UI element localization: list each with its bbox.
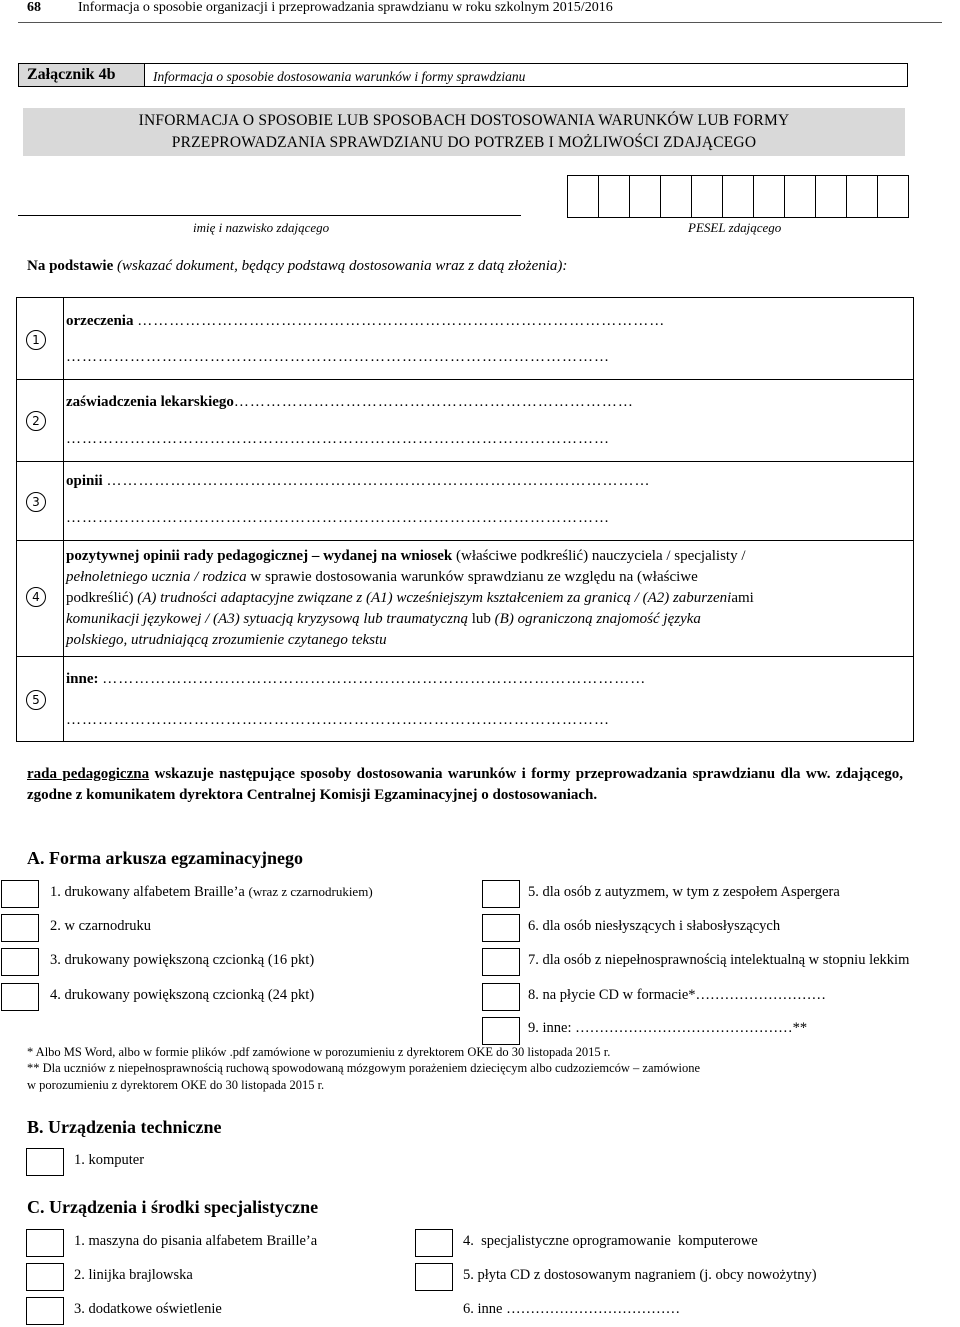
checkbox-a9[interactable] xyxy=(482,1017,520,1045)
option-a7: 7. dla osób z niepełnosprawnością intelektualną w stopniu lekkim xyxy=(528,952,910,968)
option-label: opinii xyxy=(66,473,103,489)
option-dots-1 xyxy=(66,347,610,368)
checkbox-c5[interactable] xyxy=(415,1263,453,1291)
option-a6: 6. dla osób niesłyszących i słabosłyszących xyxy=(528,918,781,934)
header-divider xyxy=(18,22,942,23)
option-number-1: 1 xyxy=(26,330,46,350)
fill-dots[interactable]: ………………………………………………………………………………………… xyxy=(106,473,651,489)
checkbox-a5[interactable] xyxy=(482,880,520,908)
pesel-cell[interactable] xyxy=(567,175,599,218)
running-header: Informacja o sposobie organizacji i przeprowadzania sprawdzianu w roku szkolnym 2015/2016 xyxy=(78,0,613,15)
option-4-bold: pozytywnej opinii rady pedagogicznej – wydanej na wniosek xyxy=(66,548,453,564)
option-dots-2 xyxy=(66,429,610,450)
name-label: imię i nazwisko zdającego xyxy=(193,220,330,235)
pesel-cell[interactable] xyxy=(660,175,692,218)
option-a1 xyxy=(50,884,373,901)
option-label: orzeczenia xyxy=(66,313,134,329)
pesel-cell[interactable] xyxy=(846,175,878,218)
pesel-cell[interactable] xyxy=(629,175,661,218)
option-text-2 xyxy=(66,392,634,413)
checkbox-c1[interactable] xyxy=(26,1229,64,1257)
fill-dots[interactable]: ……………………………………………………………………………………… xyxy=(137,313,666,329)
attachment-label: Załącznik 4b xyxy=(19,64,145,86)
option-c4: 4. specjalistyczne oprogramowanie komputerowe xyxy=(463,1233,758,1249)
option-row-3[interactable] xyxy=(17,462,913,541)
option-dots-5 xyxy=(66,710,610,731)
pesel-cell[interactable] xyxy=(722,175,754,218)
option-note: (wraz z czarnodrukiem) xyxy=(248,884,373,899)
option-4-italic: (A) trudności adaptacyjne związane z (A1) wcześniejszym kształceniem za granicą / (A2) zaburzeni xyxy=(137,590,732,606)
option-dots-3 xyxy=(66,508,610,529)
option-a2: 2. w czarnodruku xyxy=(50,918,152,934)
footnote-2: ** Dla uczniów z niepełnosprawnością ruchową spowodowaną mózgowym porażeniem dziecięcym albo cudzoziemców – zamówione xyxy=(27,1061,701,1075)
basis-note: (wskazać dokument, będący podstawą dostosowania wraz z datą złożenia): xyxy=(113,258,568,274)
option-a8: 8. na płycie CD w formacie*……………………… xyxy=(528,987,827,1003)
option-label: 1. drukowany alfabetem Braille’a xyxy=(50,884,249,900)
option-number-3: 3 xyxy=(26,492,46,512)
form-title-line1: INFORMACJA O SPOSOBIE LUB SPOSOBACH DOSTOSOWANIA WARUNKÓW LUB FORMY xyxy=(138,112,790,129)
checkbox-c3[interactable] xyxy=(26,1297,64,1325)
option-c1: 1. maszyna do pisania alfabetem Braille’a xyxy=(74,1233,318,1249)
option-number-5: 5 xyxy=(26,690,46,710)
option-row-4[interactable] xyxy=(17,541,913,657)
option-4-text: w sprawie dostosowania warunków sprawdzianu ze względu na (właściwe xyxy=(246,569,698,585)
board-rest: wskazuje następujące sposoby dostosowania warunków i formy przeprowadzania sprawdzianu dla ww. zdającego, zgodne z komunikatem dyrektora Centralnej Komisji Egzaminacyjnej o dostosowaniach. xyxy=(27,766,903,803)
pesel-cell[interactable] xyxy=(815,175,847,218)
pesel-cell[interactable] xyxy=(877,175,909,218)
option-row-2[interactable] xyxy=(17,380,913,462)
footnote-1: * Albo MS Word, albo w formie plików .pdf zamówione w porozumieniu z dyrektorem OKE do 30 listopada 2015 r. xyxy=(27,1045,611,1059)
option-4-italic: pełnoletniego ucznia / rodzica xyxy=(66,569,247,585)
form-title-line2: PRZEPROWADZANIA SPRAWDZIANU DO POTRZEB I MOŻLIWOŚCI ZDAJĄCEGO xyxy=(171,134,757,151)
checkbox-a2[interactable] xyxy=(1,914,39,942)
fill-dots[interactable]: ………………………………………………………………………………………… xyxy=(66,431,610,447)
option-4-text: (właściwe podkreślić) nauczyciela / specjalisty / xyxy=(452,548,746,564)
option-label: zaświadczenia lekarskiego xyxy=(66,394,234,410)
option-label: inne: xyxy=(66,671,99,687)
basis-options-table xyxy=(16,297,914,742)
checkbox-c4[interactable] xyxy=(415,1229,453,1257)
option-text-1 xyxy=(66,311,665,332)
option-c2: 2. linijka brajlowska xyxy=(74,1267,193,1283)
option-c5: 5. płyta CD z dostosowanym nagraniem (j. obcy nowożytny) xyxy=(463,1267,817,1283)
pesel-cell[interactable] xyxy=(784,175,816,218)
checkbox-a3[interactable] xyxy=(1,948,39,976)
option-a9: 9. inne: ………………………………………** xyxy=(528,1020,808,1036)
basis-bold: Na podstawie xyxy=(27,258,114,274)
option-a3: 3. drukowany powiększoną czcionką (16 pkt) xyxy=(50,952,315,968)
fill-dots[interactable]: ………………………………………………………………………………………… xyxy=(102,671,647,687)
option-row-5[interactable] xyxy=(17,657,913,741)
option-number-4: 4 xyxy=(26,587,46,607)
option-a5: 5. dla osób z autyzmem, w tym z zespołem Aspergera xyxy=(528,884,840,900)
checkbox-a6[interactable] xyxy=(482,914,520,942)
pesel-cell[interactable] xyxy=(753,175,785,218)
pesel-cell[interactable] xyxy=(691,175,723,218)
option-4-text: lub xyxy=(468,611,495,627)
fill-dots[interactable]: ………………………………………………………………………………………… xyxy=(66,712,610,728)
footnote-3: w porozumieniu z dyrektorem OKE do 30 listopada 2015 r. xyxy=(27,1078,325,1092)
option-4-text: ami xyxy=(731,590,754,606)
checkbox-c2[interactable] xyxy=(26,1263,64,1291)
option-text-4 xyxy=(66,546,906,651)
board-underlined: rada pedagogiczna xyxy=(27,766,150,782)
option-c6: 6. inne ……………………………… xyxy=(463,1301,681,1317)
option-text-3 xyxy=(66,471,650,492)
option-c3: 3. dodatkowe oświetlenie xyxy=(74,1301,222,1317)
pesel-field[interactable] xyxy=(568,175,909,218)
option-row-1[interactable] xyxy=(17,298,913,380)
fill-dots[interactable]: ………………………………………………………………… xyxy=(233,394,634,410)
option-4-italic: (B) ograniczoną znajomość języka xyxy=(494,611,701,627)
option-4-text: podkreślić) xyxy=(66,590,138,606)
option-number-2: 2 xyxy=(26,411,46,431)
pesel-label: PESEL zdającego xyxy=(688,220,782,235)
attachment-text: Informacja o sposobie dostosowania warunków i formy sprawdzianu xyxy=(153,69,526,84)
checkbox-b1[interactable] xyxy=(26,1148,64,1176)
attachment-bar xyxy=(18,63,908,87)
fill-dots[interactable]: ………………………………………………………………………………………… xyxy=(66,349,610,365)
fill-dots[interactable]: ………………………………………………………………………………………… xyxy=(66,510,610,526)
name-field[interactable] xyxy=(18,215,521,216)
form-title xyxy=(23,108,905,156)
checkbox-a1[interactable] xyxy=(1,880,39,908)
checkbox-a7[interactable] xyxy=(482,948,520,976)
board-statement xyxy=(27,764,903,806)
section-a-title: A. Forma arkusza egzaminacyjnego xyxy=(27,848,303,868)
page-number: 68 xyxy=(27,0,41,15)
option-a4: 4. drukowany powiększoną czcionką (24 pkt) xyxy=(50,987,315,1003)
option-4-italic: polskiego, utrudniającą zrozumienie czytanego tekstu xyxy=(66,632,387,648)
checkbox-a8[interactable] xyxy=(482,983,520,1011)
checkbox-a4[interactable] xyxy=(1,983,39,1011)
section-c-title: C. Urządzenia i środki specjalistyczne xyxy=(27,1197,319,1217)
basis-label xyxy=(27,258,567,275)
option-b1: 1. komputer xyxy=(74,1152,145,1168)
option-4-italic: komunikacji językowej / (A3) sytuacją kryzysową lub traumatyczną xyxy=(66,611,468,627)
pesel-cell[interactable] xyxy=(598,175,630,218)
section-b-title: B. Urządzenia techniczne xyxy=(27,1117,222,1137)
option-text-5 xyxy=(66,669,646,690)
